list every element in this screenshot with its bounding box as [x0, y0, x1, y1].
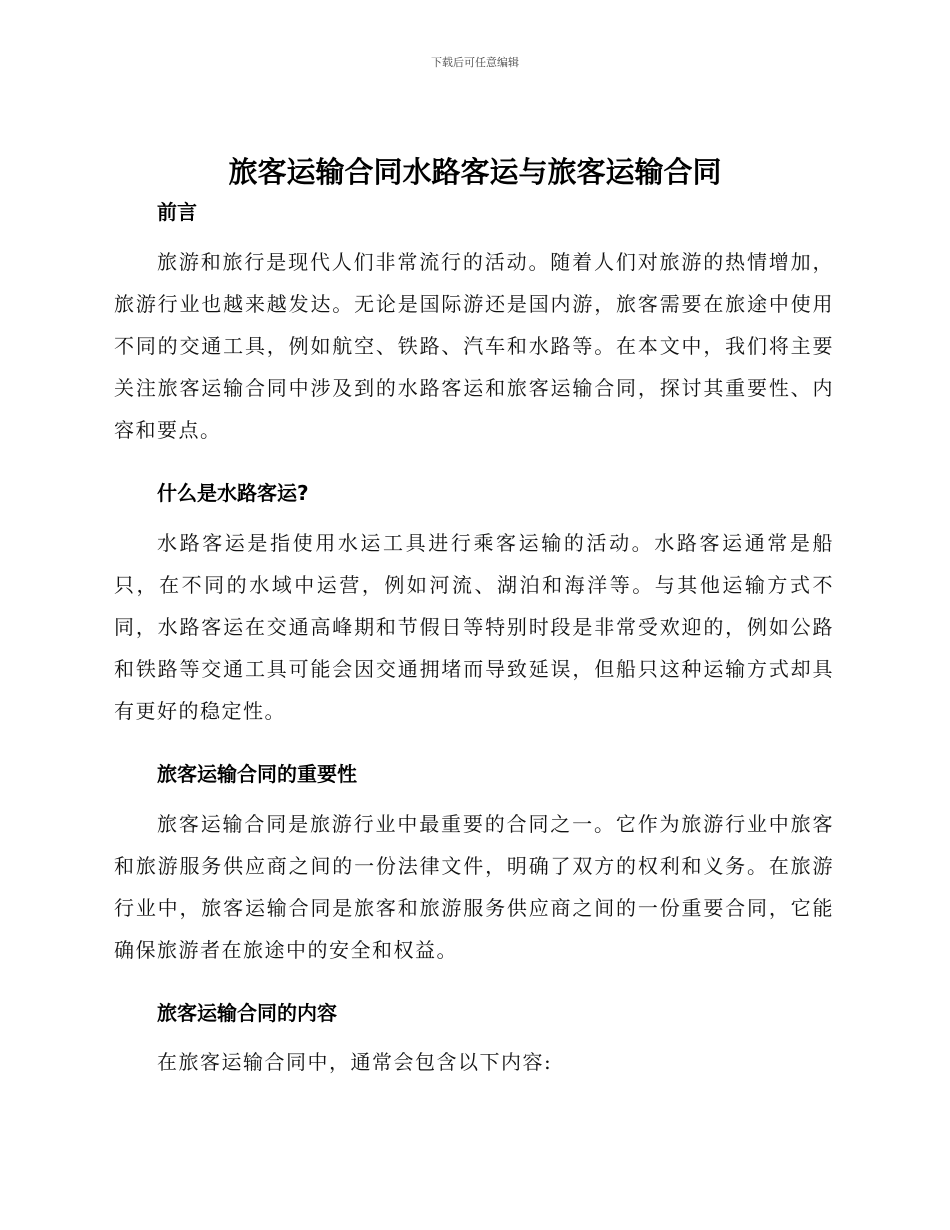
section-heading-preface: 前言 [157, 200, 197, 224]
section-heading-what-is-water-transport: 什么是水路客运? [157, 481, 309, 505]
document-title: 旅客运输合同水路客运与旅客运输合同 [228, 155, 722, 189]
section-heading-contents: 旅客运输合同的内容 [157, 1001, 337, 1025]
section-paragraph-preface: 旅游和旅行是现代人们非常流行的活动。随着人们对旅游的热情增加，旅游行业也越来越发达。无论是国际游还是国内游，旅客需要在旅途中使用不同的交通工具，例如航空、铁路、汽车和水路等。在本文中，我们将主要关注旅客运输合同中涉及到的水路客运和旅客运输合同，探讨其重要性、内容和要点。 [114, 250, 834, 442]
header-note: 下载后可任意编辑 [431, 56, 519, 69]
section-paragraph-what-is-water-transport: 水路客运是指使用水运工具进行乘客运输的活动。水路客运通常是船只，在不同的水域中运营，例如河流、湖泊和海洋等。与其他运输方式不同，水路客运在交通高峰期和节假日等特别时段是非常受欢迎的，例如公路和铁路等交通工具可能会因交通拥堵而导致延误，但船只这种运输方式却具有更好的稳定性。 [114, 531, 834, 723]
section-heading-importance: 旅客运输合同的重要性 [157, 762, 357, 786]
document-body [114, 198, 834, 1083]
section-paragraph-contents: 在旅客运输合同中，通常会包含以下内容: [157, 1050, 553, 1074]
section-paragraph-importance: 旅客运输合同是旅游行业中最重要的合同之一。它作为旅游行业中旅客和旅游服务供应商之间的一份法律文件，明确了双方的权利和义务。在旅游行业中，旅客运输合同是旅客和旅游服务供应商之间的一份重要合同，它能确保旅游者在旅途中的安全和权益。 [114, 812, 834, 962]
